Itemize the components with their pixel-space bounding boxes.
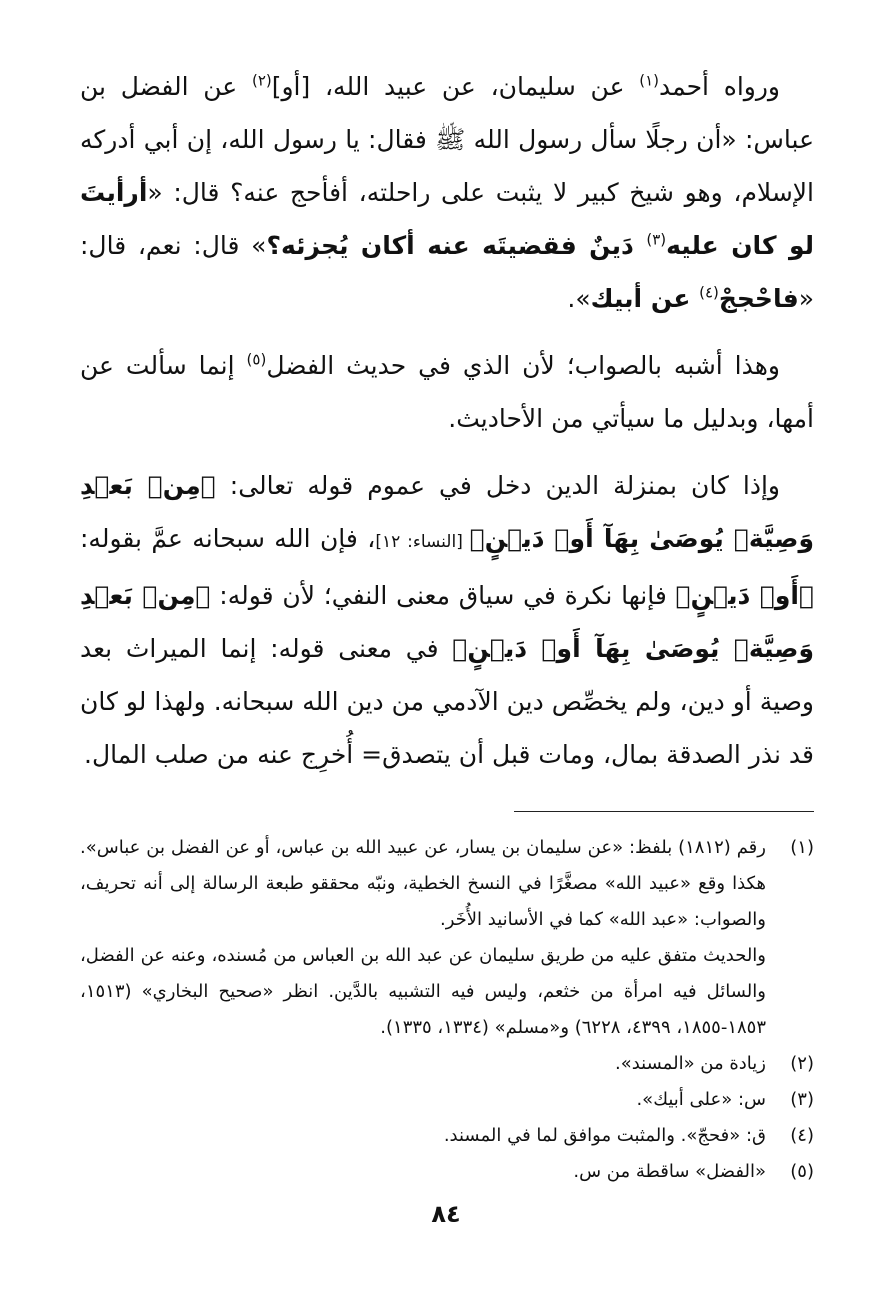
footnote-ref-3[interactable]: (٣) xyxy=(646,230,667,249)
footnote-number: (٥) xyxy=(790,1161,814,1182)
footnote-text xyxy=(80,1118,766,1154)
main-text xyxy=(80,60,814,781)
footnote-4 xyxy=(80,1118,814,1154)
quran-verse: ﴿أَوۡ دَيۡنٍ﴾ xyxy=(675,581,814,610)
hadith-quote: أرأيتَ لو كان عليه xyxy=(80,178,815,260)
footnote-ref-1[interactable]: (١) xyxy=(639,71,660,90)
hadith-quote: فاحْججْ xyxy=(718,284,799,313)
footnote-text xyxy=(80,830,766,1046)
quran-verse: ﴿مِنۢ بَعۡدِ وَصِيَّةٖ يُوصَىٰ بِهَآ أَوۡ دَيۡنٍ﴾ xyxy=(80,471,814,553)
footnote-text xyxy=(80,1046,766,1082)
text-run: ، فإن الله سبحانه عمَّ بقوله: xyxy=(80,524,376,553)
footnote-5 xyxy=(80,1154,814,1190)
text-run: » قال: نعم، قال: « xyxy=(80,231,814,313)
footnote-3 xyxy=(80,1082,814,1118)
footnote-text xyxy=(80,1082,766,1118)
text-run: في معنى قوله: إنما الميراث بعد وصية أو دين، ولم يخصِّص دين الآدمي من دين الله سبحانه. ولهذا لو كان قد نذر الصدقة بمال، ومات قبل أن يتصدق= أُخرِج عنه من صلب المال. xyxy=(80,634,814,769)
footnote-1 xyxy=(80,830,814,1046)
paragraph-3 xyxy=(80,459,814,781)
paragraph-1 xyxy=(80,60,814,325)
text-run: وهذا أشبه بالصواب؛ لأن الذي في حديث الفضل xyxy=(266,351,780,380)
footnote-line: والحديث متفق عليه من طريق سليمان عن عبد الله بن العباس من مُسنده، وعنه عن الفضل، والسائل فيه امرأة من خثعم، وليس فيه التشبيه بالدَّين. انظر «صحيح البخاري» (١٥١٣، ١٨٥٣-١٨٥٥، ٤٣٩٩، ٦٢٢٨) و«مسلم» (١٣٣٤، ١٣٣٥). xyxy=(80,945,766,1038)
page-number: ٨٤ xyxy=(431,1200,461,1228)
text-run: ورواه أحمد xyxy=(659,72,780,101)
footnote-line: ق: «فحجّ». والمثبت موافق لما في المسند. xyxy=(443,1125,766,1146)
footnote-line: رقم (١٨١٢) بلفظ: «عن سليمان بن يسار، عن عبيد الله بن عباس، أو عن الفضل بن عباس». هكذا وقع «عبيد الله» مصغَّرًا في النسخ الخطية، ونبّه محققو طبعة الرسالة إلى أنه تحريف، والصواب: «عبد الله» كما في الأسانيد الأُخَر. xyxy=(80,837,766,930)
quran-verse: ﴿مِنۢ بَعۡدِ وَصِيَّةٖ يُوصَىٰ بِهَآ أَوۡ دَيۡنٍ﴾ xyxy=(80,581,814,663)
footnote-separator xyxy=(514,811,814,812)
footnotes xyxy=(80,830,814,1190)
footnote-number: (٢) xyxy=(790,1053,814,1074)
footnote-text xyxy=(80,1154,766,1190)
text-run: إنما سألت عن أمها، وبدليل ما سيأتي من الأحاديث. xyxy=(80,351,814,433)
page-content xyxy=(80,60,814,1190)
footnote-line: «الفضل» ساقطة من س. xyxy=(573,1161,766,1182)
footnote-line: س: «على أبيك». xyxy=(636,1089,766,1110)
text-run: ». xyxy=(567,284,591,313)
text-run: فإنها نكرة في سياق معنى النفي؛ لأن قوله: xyxy=(210,581,676,610)
footnote-2 xyxy=(80,1046,814,1082)
hadith-quote: دَينٌ فقضيتَه عنه أكان يُجزئه؟ xyxy=(266,231,647,260)
footnote-ref-2[interactable]: (٢) xyxy=(251,71,272,90)
text-run: وإذا كان بمنزلة الدين دخل في عموم قوله تعالى: xyxy=(215,471,780,500)
verse-reference: [النساء: ١٢] xyxy=(375,532,470,552)
footnote-ref-4[interactable]: (٤) xyxy=(699,283,719,302)
footnote-number: (٤) xyxy=(790,1125,814,1146)
footnote-number: (١) xyxy=(790,837,814,858)
text-run: عن سليمان، عن عبيد الله، [أو] xyxy=(271,72,640,101)
footnote-ref-5[interactable]: (٥) xyxy=(246,350,267,369)
paragraph-2 xyxy=(80,339,814,445)
hadith-quote: عن أبيك xyxy=(590,284,700,313)
text-run: عن الفضل بن عباس: «أن رجلًا سأل رسول الله ﷺ فقال: يا رسول الله، إن أبي أدركه الإسلام، وهو شيخ كبير لا يثبت على راحلته، أفأحج عنه؟ قال: « xyxy=(80,72,814,207)
footnote-line: زيادة من «المسند». xyxy=(615,1053,766,1074)
footnote-number: (٣) xyxy=(790,1089,814,1110)
